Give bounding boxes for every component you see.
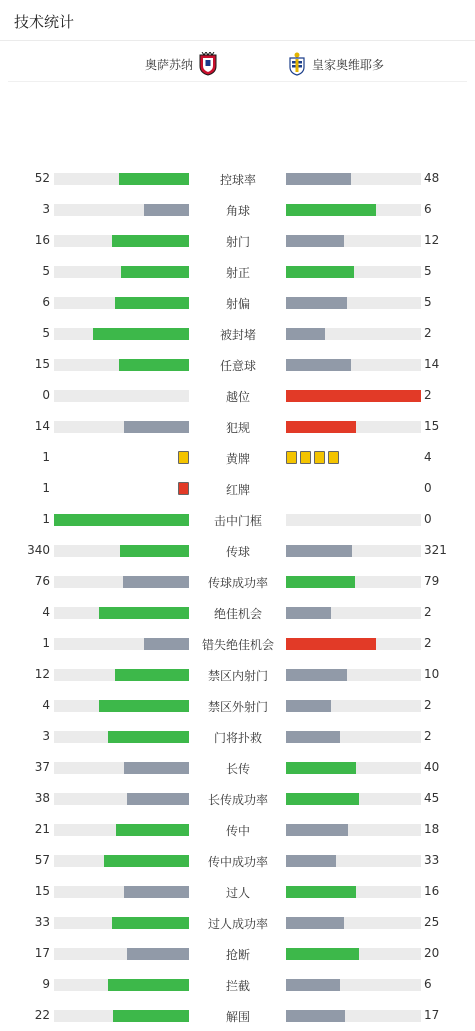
stat-label: 传中成功率: [207, 855, 268, 869]
home-bar-fill: [108, 979, 189, 991]
stat-row[interactable]: [0, 597, 475, 628]
home-value: 6: [42, 295, 50, 309]
home-bar-track: [54, 979, 189, 991]
home-bar-track: [54, 421, 189, 433]
home-value: 15: [34, 357, 50, 371]
stat-label: 拦截: [225, 979, 250, 993]
home-bar-fill: [127, 793, 189, 805]
home-bar-fill: [120, 545, 189, 557]
away-value: 321: [424, 543, 447, 557]
away-value: 18: [424, 822, 440, 836]
home-bar-fill: [123, 576, 189, 588]
away-bar-track: [286, 204, 421, 216]
away-value: 17: [424, 1008, 440, 1022]
home-bar-fill: [99, 700, 189, 712]
away-bar-track: [286, 328, 421, 340]
stat-label: 控球率: [219, 173, 256, 187]
away-bar-fill: [286, 855, 336, 867]
home-bar-track: [54, 607, 189, 619]
home-cards: [178, 451, 189, 464]
stat-row[interactable]: [0, 845, 475, 876]
away-bar-fill: [286, 1010, 345, 1022]
stat-label: 传球成功率: [207, 576, 268, 590]
home-bar-track: [54, 576, 189, 588]
home-bar-fill: [112, 917, 189, 929]
away-value: 45: [424, 791, 440, 805]
away-bar-track: [286, 514, 421, 526]
home-bar-fill: [121, 266, 189, 278]
home-bar-track: [54, 235, 189, 247]
stat-label: 击中门框: [213, 514, 262, 528]
stat-row[interactable]: [0, 504, 475, 535]
away-bar-fill: [286, 173, 351, 185]
away-bar-track: [286, 824, 421, 836]
away-bar-fill: [286, 793, 359, 805]
stat-label: 越位: [225, 390, 250, 404]
stat-label: 射门: [225, 235, 250, 249]
home-bar-fill: [124, 762, 189, 774]
home-bar-fill: [54, 514, 189, 526]
stat-label: 错失绝佳机会: [201, 638, 274, 652]
stat-row[interactable]: [0, 380, 475, 411]
home-value: 22: [34, 1008, 50, 1022]
stat-row[interactable]: [0, 659, 475, 690]
home-value: 14: [34, 419, 50, 433]
stat-row[interactable]: [0, 814, 475, 845]
away-bar-track: [286, 359, 421, 371]
away-team-name: 皇家奥维耶多: [312, 57, 385, 72]
home-value: 5: [42, 264, 50, 278]
home-bar-fill: [115, 669, 189, 681]
stat-row[interactable]: [0, 783, 475, 814]
home-bar-track: [54, 731, 189, 743]
stat-label: 长传成功率: [207, 793, 268, 807]
home-bar-fill: [124, 421, 189, 433]
stat-label: 绝佳机会: [213, 607, 262, 621]
home-bar-fill: [104, 855, 189, 867]
away-bar-fill: [286, 328, 325, 340]
stat-label: 射偏: [225, 297, 250, 311]
stat-row[interactable]: [0, 411, 475, 442]
home-value: 15: [34, 884, 50, 898]
stat-label: 角球: [225, 204, 250, 218]
away-bar-fill: [286, 576, 355, 588]
header: [0, 0, 475, 41]
away-team[interactable]: [288, 52, 384, 76]
away-bar-track: [286, 173, 421, 185]
teams-header: [8, 41, 467, 82]
home-bar-fill: [115, 297, 189, 309]
stat-label: 红牌: [225, 483, 250, 497]
stat-label: 任意球: [219, 359, 256, 373]
home-value: 4: [42, 698, 50, 712]
home-bar-fill: [144, 204, 189, 216]
stat-row[interactable]: [0, 194, 475, 225]
away-bar-fill: [286, 886, 356, 898]
home-bar-track: [54, 886, 189, 898]
away-value: 16: [424, 884, 440, 898]
home-value: 33: [34, 915, 50, 929]
away-value: 0: [424, 512, 432, 526]
away-value: 2: [424, 326, 432, 340]
home-bar-fill: [99, 607, 189, 619]
away-bar-track: [286, 1010, 421, 1022]
home-bar-fill: [93, 328, 189, 340]
away-bar-fill: [286, 917, 344, 929]
away-bar-track: [286, 731, 421, 743]
away-bar-track: [286, 576, 421, 588]
away-value: 40: [424, 760, 440, 774]
home-bar-track: [54, 328, 189, 340]
home-value: 340: [27, 543, 50, 557]
stat-row[interactable]: [0, 907, 475, 938]
away-bar-fill: [286, 700, 331, 712]
yellow-card-icon: [314, 451, 325, 464]
away-bar-track: [286, 886, 421, 898]
home-bar-track: [54, 824, 189, 836]
home-bar-track: [54, 700, 189, 712]
yellow-card-icon: [328, 451, 339, 464]
away-value: 0: [424, 481, 432, 495]
stat-row[interactable]: [0, 876, 475, 907]
home-value: 37: [34, 760, 50, 774]
home-bar-track: [54, 173, 189, 185]
page-title: 技术统计: [14, 13, 75, 31]
stat-label: 禁区外射门: [207, 700, 268, 714]
home-bar-fill: [113, 1010, 189, 1022]
home-value: 12: [34, 667, 50, 681]
stat-row[interactable]: [0, 349, 475, 380]
away-bar-track: [286, 669, 421, 681]
home-bar-track: [54, 669, 189, 681]
stat-row[interactable]: [0, 938, 475, 969]
away-value: 2: [424, 388, 432, 402]
home-value: 1: [42, 450, 50, 464]
home-bar-track: [54, 359, 189, 371]
stat-label: 犯规: [225, 421, 250, 435]
away-bar-track: [286, 545, 421, 557]
away-bar-fill: [286, 359, 351, 371]
away-bar-track: [286, 793, 421, 805]
stat-row[interactable]: [0, 969, 475, 1000]
stat-row[interactable]: [0, 566, 475, 597]
home-bar-track: [54, 855, 189, 867]
away-value: 48: [424, 171, 440, 185]
stat-row[interactable]: [0, 225, 475, 256]
home-bar-fill: [108, 731, 189, 743]
home-bar-track: [54, 638, 189, 650]
away-bar-fill: [286, 235, 344, 247]
away-value: 2: [424, 605, 432, 619]
yellow-card-icon: [286, 451, 297, 464]
away-value: 14: [424, 357, 440, 371]
yellow-card-icon: [178, 451, 189, 464]
home-value: 1: [42, 636, 50, 650]
away-value: 6: [424, 202, 432, 216]
home-bar-track: [54, 793, 189, 805]
away-bar-track: [286, 266, 421, 278]
stat-label: 解围: [225, 1010, 250, 1024]
home-value: 16: [34, 233, 50, 247]
away-bar-track: [286, 297, 421, 309]
home-bar-track: [54, 204, 189, 216]
home-bar-track: [54, 917, 189, 929]
away-bar-fill: [286, 638, 376, 650]
away-value: 6: [424, 977, 432, 991]
away-bar-fill: [286, 297, 347, 309]
home-bar-track: [54, 1010, 189, 1022]
away-value: 12: [424, 233, 440, 247]
away-bar-fill: [286, 824, 348, 836]
home-value: 9: [42, 977, 50, 991]
stat-row[interactable]: [0, 535, 475, 566]
stat-label: 黄牌: [225, 452, 250, 466]
stat-label: 射正: [225, 266, 250, 280]
away-bar-fill: [286, 421, 356, 433]
away-team-crest-icon: [288, 52, 306, 76]
home-value: 76: [34, 574, 50, 588]
away-value: 2: [424, 636, 432, 650]
stat-label: 过人成功率: [207, 917, 268, 931]
home-bar-fill: [144, 638, 189, 650]
away-bar-fill: [286, 669, 347, 681]
home-bar-track: [54, 514, 189, 526]
home-bar-fill: [116, 824, 189, 836]
away-bar-track: [286, 235, 421, 247]
stat-row[interactable]: [0, 442, 475, 473]
away-value: 79: [424, 574, 440, 588]
home-bar-fill: [112, 235, 189, 247]
away-bar-track: [286, 607, 421, 619]
away-value: 20: [424, 946, 440, 960]
home-value: 3: [42, 202, 50, 216]
away-bar-track: [286, 917, 421, 929]
home-value: 17: [34, 946, 50, 960]
home-value: 1: [42, 512, 50, 526]
away-value: 25: [424, 915, 440, 929]
home-value: 21: [34, 822, 50, 836]
away-bar-track: [286, 762, 421, 774]
home-cards: [178, 482, 189, 495]
home-value: 0: [42, 388, 50, 402]
away-bar-fill: [286, 266, 354, 278]
away-bar-fill: [286, 204, 376, 216]
away-value: 2: [424, 729, 432, 743]
home-value: 3: [42, 729, 50, 743]
home-value: 4: [42, 605, 50, 619]
home-value: 57: [34, 853, 50, 867]
stat-row[interactable]: [0, 690, 475, 721]
stat-row[interactable]: [0, 628, 475, 659]
home-bar-fill: [119, 173, 189, 185]
stat-row[interactable]: [0, 1000, 475, 1031]
away-value: 2: [424, 698, 432, 712]
away-bar-track: [286, 979, 421, 991]
away-value: 15: [424, 419, 440, 433]
home-team-name: 奥萨苏纳: [144, 57, 193, 72]
home-value: 52: [34, 171, 50, 185]
home-bar-track: [54, 297, 189, 309]
away-value: 10: [424, 667, 440, 681]
stat-label: 门将扑救: [213, 731, 262, 745]
away-value: 4: [424, 450, 432, 464]
stat-row[interactable]: [0, 473, 475, 504]
home-bar-track: [54, 266, 189, 278]
away-bar-fill: [286, 762, 356, 774]
away-bar-track: [286, 700, 421, 712]
away-bar-track: [286, 855, 421, 867]
home-bar-fill: [124, 886, 189, 898]
away-bar-track: [286, 390, 421, 402]
stat-label: 被封堵: [219, 328, 256, 342]
away-cards: [286, 451, 339, 464]
away-bar-fill: [286, 731, 340, 743]
stat-row[interactable]: [0, 163, 475, 194]
stat-label: 过人: [225, 886, 250, 900]
stat-label: 长传: [225, 762, 250, 776]
home-value: 38: [34, 791, 50, 805]
stat-row[interactable]: [0, 721, 475, 752]
stat-label: 传中: [225, 824, 250, 838]
away-value: 5: [424, 295, 432, 309]
home-bar-track: [54, 545, 189, 557]
away-bar-fill: [286, 390, 421, 402]
stat-row[interactable]: [0, 287, 475, 318]
yellow-card-icon: [300, 451, 311, 464]
home-bar-fill: [119, 359, 189, 371]
stat-row[interactable]: [0, 318, 475, 349]
home-bar-track: [54, 390, 189, 402]
home-value: 1: [42, 481, 50, 495]
away-bar-fill: [286, 545, 352, 557]
away-value: 5: [424, 264, 432, 278]
home-team[interactable]: [145, 52, 217, 76]
away-bar-track: [286, 638, 421, 650]
away-bar-track: [286, 421, 421, 433]
red-card-icon: [178, 482, 189, 495]
stat-label: 传球: [225, 545, 250, 559]
away-value: 33: [424, 853, 440, 867]
stat-label: 抢断: [225, 948, 250, 962]
home-team-crest-icon: [199, 52, 217, 76]
away-bar-fill: [286, 607, 331, 619]
stat-row[interactable]: [0, 256, 475, 287]
away-bar-fill: [286, 979, 340, 991]
home-value: 5: [42, 326, 50, 340]
stat-row[interactable]: [0, 752, 475, 783]
stat-label: 禁区内射门: [207, 669, 268, 683]
home-bar-track: [54, 762, 189, 774]
